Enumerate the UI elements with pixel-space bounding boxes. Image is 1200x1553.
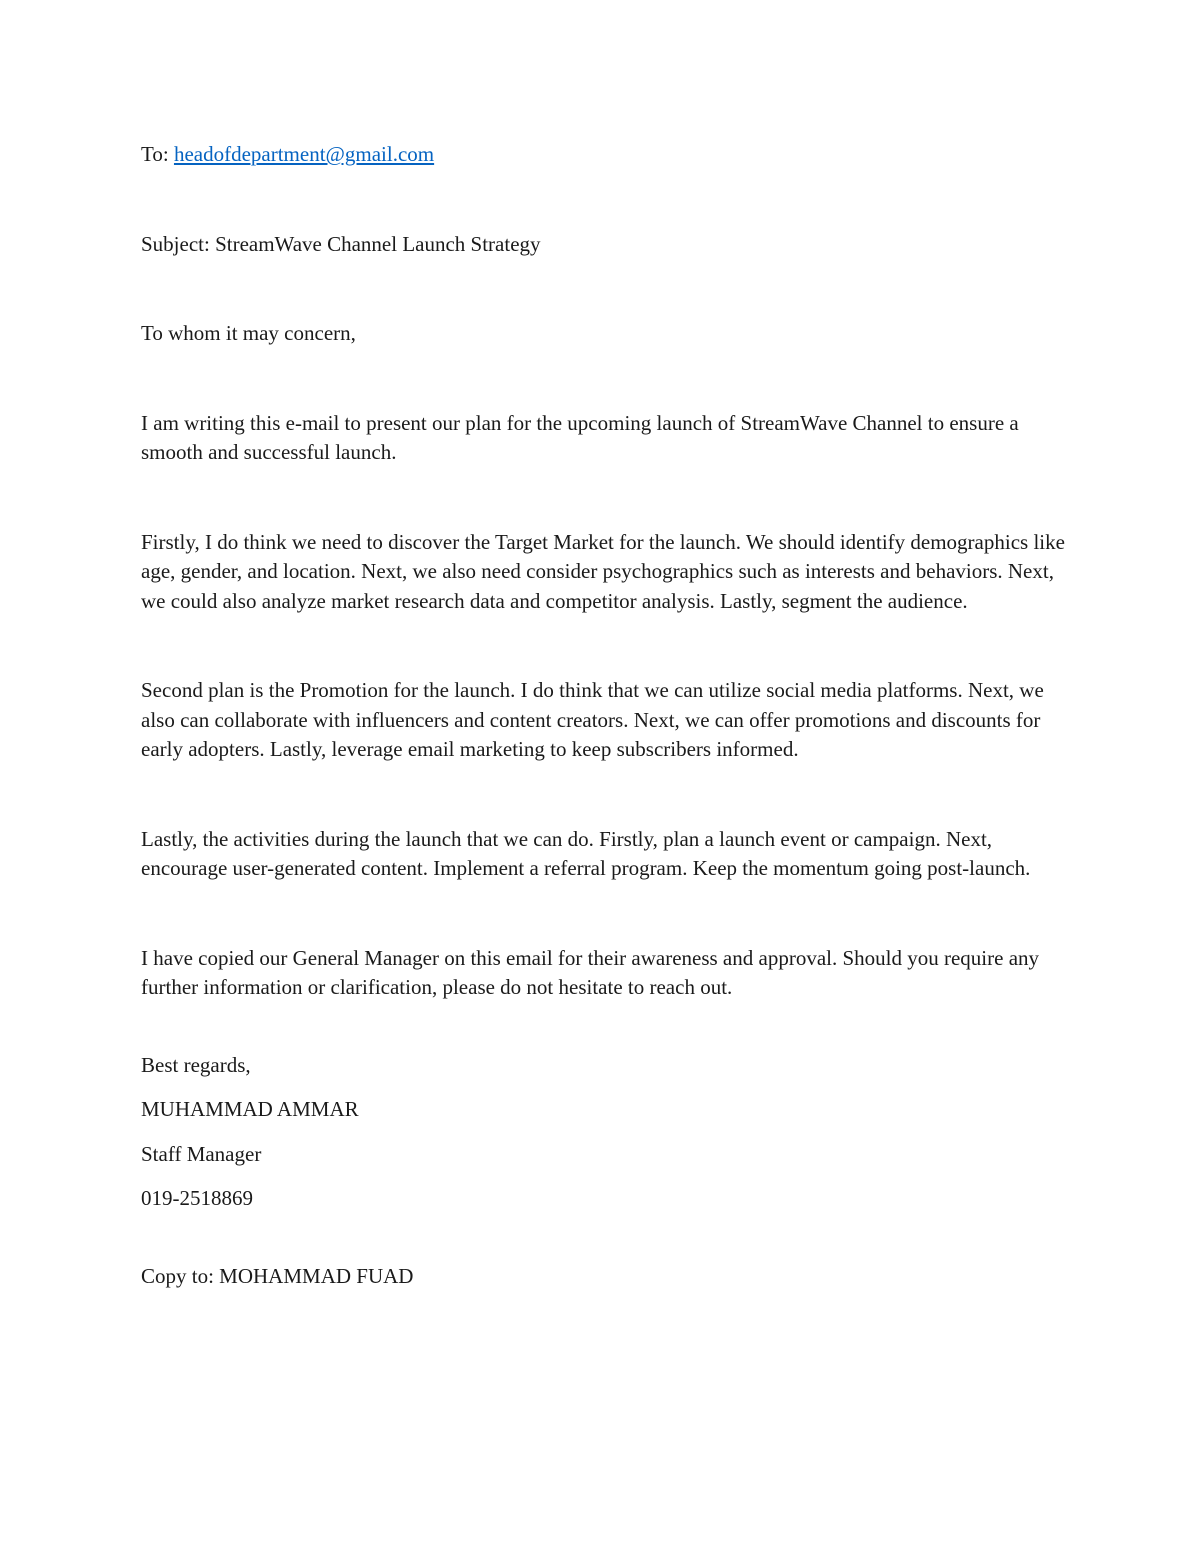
recipient-email-link[interactable]: headofdepartment@gmail.com <box>173 142 435 166</box>
subject-line: Subject: StreamWave Channel Launch Strategy <box>141 231 541 256</box>
closing-phrase: Best regards, <box>141 1052 251 1077</box>
paragraph-target-market: Firstly, I do think we need to discover the Target Market for the launch. We should identify demographics like age, gender, and location. Next, we also need consider psychographics such as interests and behaviors. Next, we could also analyze market research data and competitor analysis. Lastly, segment the audience. <box>141 529 1065 613</box>
sender-name: MUHAMMAD AMMAR <box>141 1097 359 1121</box>
copy-to-line: Copy to: MOHAMMAD FUAD <box>141 1263 414 1288</box>
paragraph-launch-activities: Lastly, the activities during the launch that we can do. Firstly, plan a launch event or campaign. Next, encourage user-generated content. Implement a referral program. Keep the momentum going post-launch. <box>141 826 1031 880</box>
paragraph-closing: I have copied our General Manager on this email for their awareness and approval. Should you require any further information or clarification, please do not hesitate to reach out. <box>141 945 1040 999</box>
to-line <box>141 140 1071 170</box>
sender-title: Staff Manager <box>141 1141 262 1166</box>
email-content <box>141 140 1071 1291</box>
to-label: To: <box>141 142 169 166</box>
sender-phone: 019-2518869 <box>141 1186 253 1210</box>
greeting: To whom it may concern, <box>141 321 356 345</box>
paragraph-promotion: Second plan is the Promotion for the launch. I do think that we can utilize social media platforms. Next, we also can collaborate with influencers and content creators. Next, we can offer promotions and discounts for early adopters. Lastly, leverage email marketing to keep subscribers informed. <box>141 678 1044 761</box>
paragraph-intro: I am writing this e-mail to present our plan for the upcoming launch of StreamWave Channel to ensure a smooth and successful launch. <box>141 410 1019 464</box>
